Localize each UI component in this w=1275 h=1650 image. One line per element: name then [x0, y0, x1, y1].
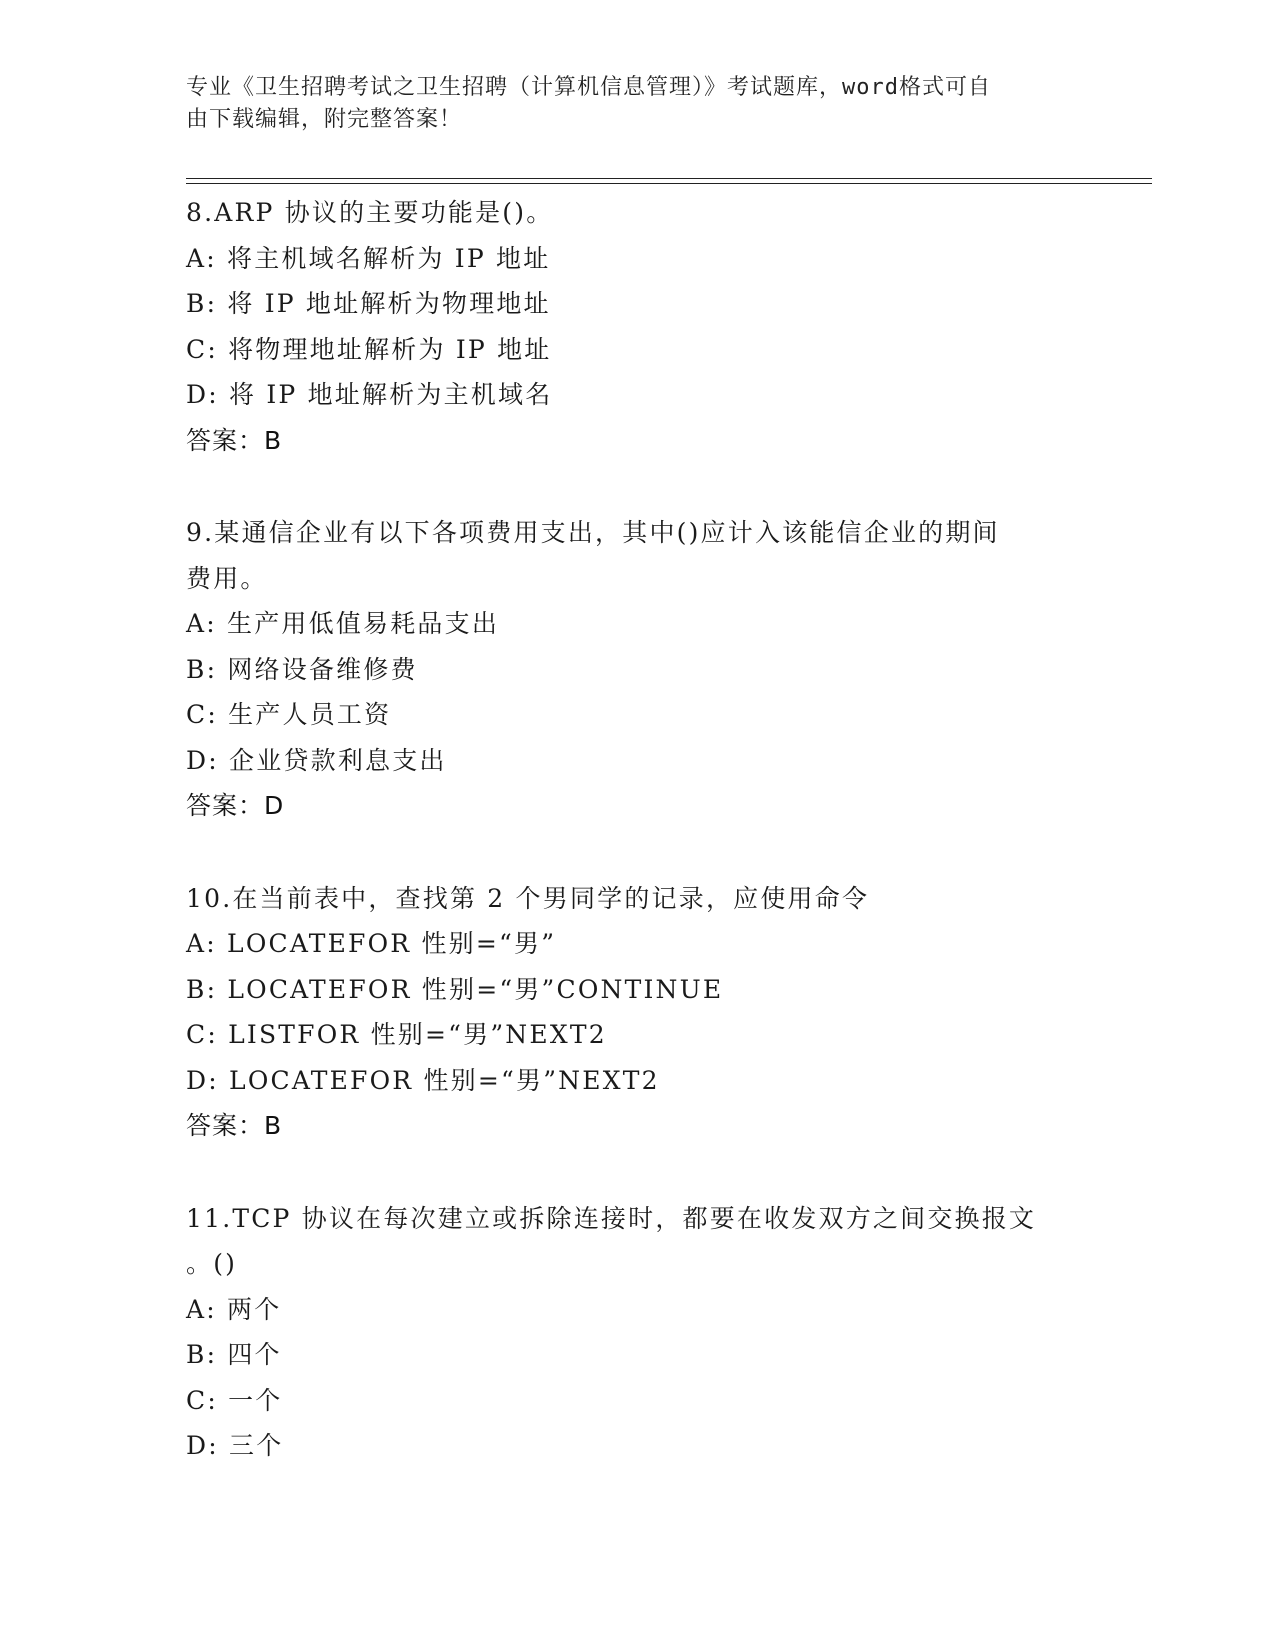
option-b: B: 网络设备维修费: [186, 654, 418, 684]
intro-line-1: 专业《卫生招聘考试之卫生招聘（计算机信息管理）》考试题库，word格式可自: [186, 75, 991, 100]
question-stem-continued: 。(): [186, 1249, 238, 1278]
option-a: A: LOCATEFOR 性别=“男”: [186, 929, 557, 958]
question-stem-continued: 费用。: [186, 563, 268, 593]
option-a: A: 生产用低值易耗品支出: [186, 609, 500, 638]
question-9: [186, 510, 1066, 829]
question-10: [186, 876, 1066, 1149]
document-intro: [186, 72, 1066, 136]
option-a: A: 将主机域名解析为 IP 地址: [186, 243, 551, 273]
intro-line-2: 由下载编辑，附完整答案！: [186, 107, 463, 132]
answer-text: 答案：B: [186, 425, 283, 455]
option-d: D: 三个: [186, 1431, 284, 1460]
option-d: D: LOCATEFOR 性别=“男”NEXT2: [186, 1065, 660, 1095]
option-a: A: 两个: [186, 1294, 282, 1324]
option-c: C: 生产人员工资: [186, 700, 392, 729]
question-stem: 8.ARP 协议的主要功能是()。: [186, 198, 554, 227]
answer-text: 答案：D: [186, 791, 285, 820]
question-list: [186, 190, 1066, 1516]
question-11: [186, 1196, 1066, 1469]
option-d: D: 企业贷款利息支出: [186, 745, 447, 775]
answer-text: 答案：B: [186, 1111, 283, 1140]
option-b: B: 四个: [186, 1340, 282, 1369]
question-stem: 10.在当前表中，查找第 2 个男同学的记录，应使用命令: [186, 883, 870, 913]
question-stem: 9.某通信企业有以下各项费用支出，其中()应计入该能信企业的期间: [186, 518, 1000, 547]
question-stem: 11.TCP 协议在每次建立或拆除连接时，都要在收发双方之间交换报文: [186, 1203, 1037, 1233]
question-8: [186, 190, 1066, 463]
option-b: B: 将 IP 地址解析为物理地址: [186, 289, 551, 318]
option-c: C: 一个: [186, 1385, 283, 1415]
option-c: C: LISTFOR 性别=“男”NEXT2: [186, 1020, 607, 1049]
option-b: B: LOCATEFOR 性别=“男”CONTINUE: [186, 974, 724, 1004]
header-double-rule: [186, 178, 1152, 184]
option-d: D: 将 IP 地址解析为主机域名: [186, 380, 553, 409]
option-c: C: 将物理地址解析为 IP 地址: [186, 334, 552, 364]
document-page: [186, 0, 1156, 1650]
